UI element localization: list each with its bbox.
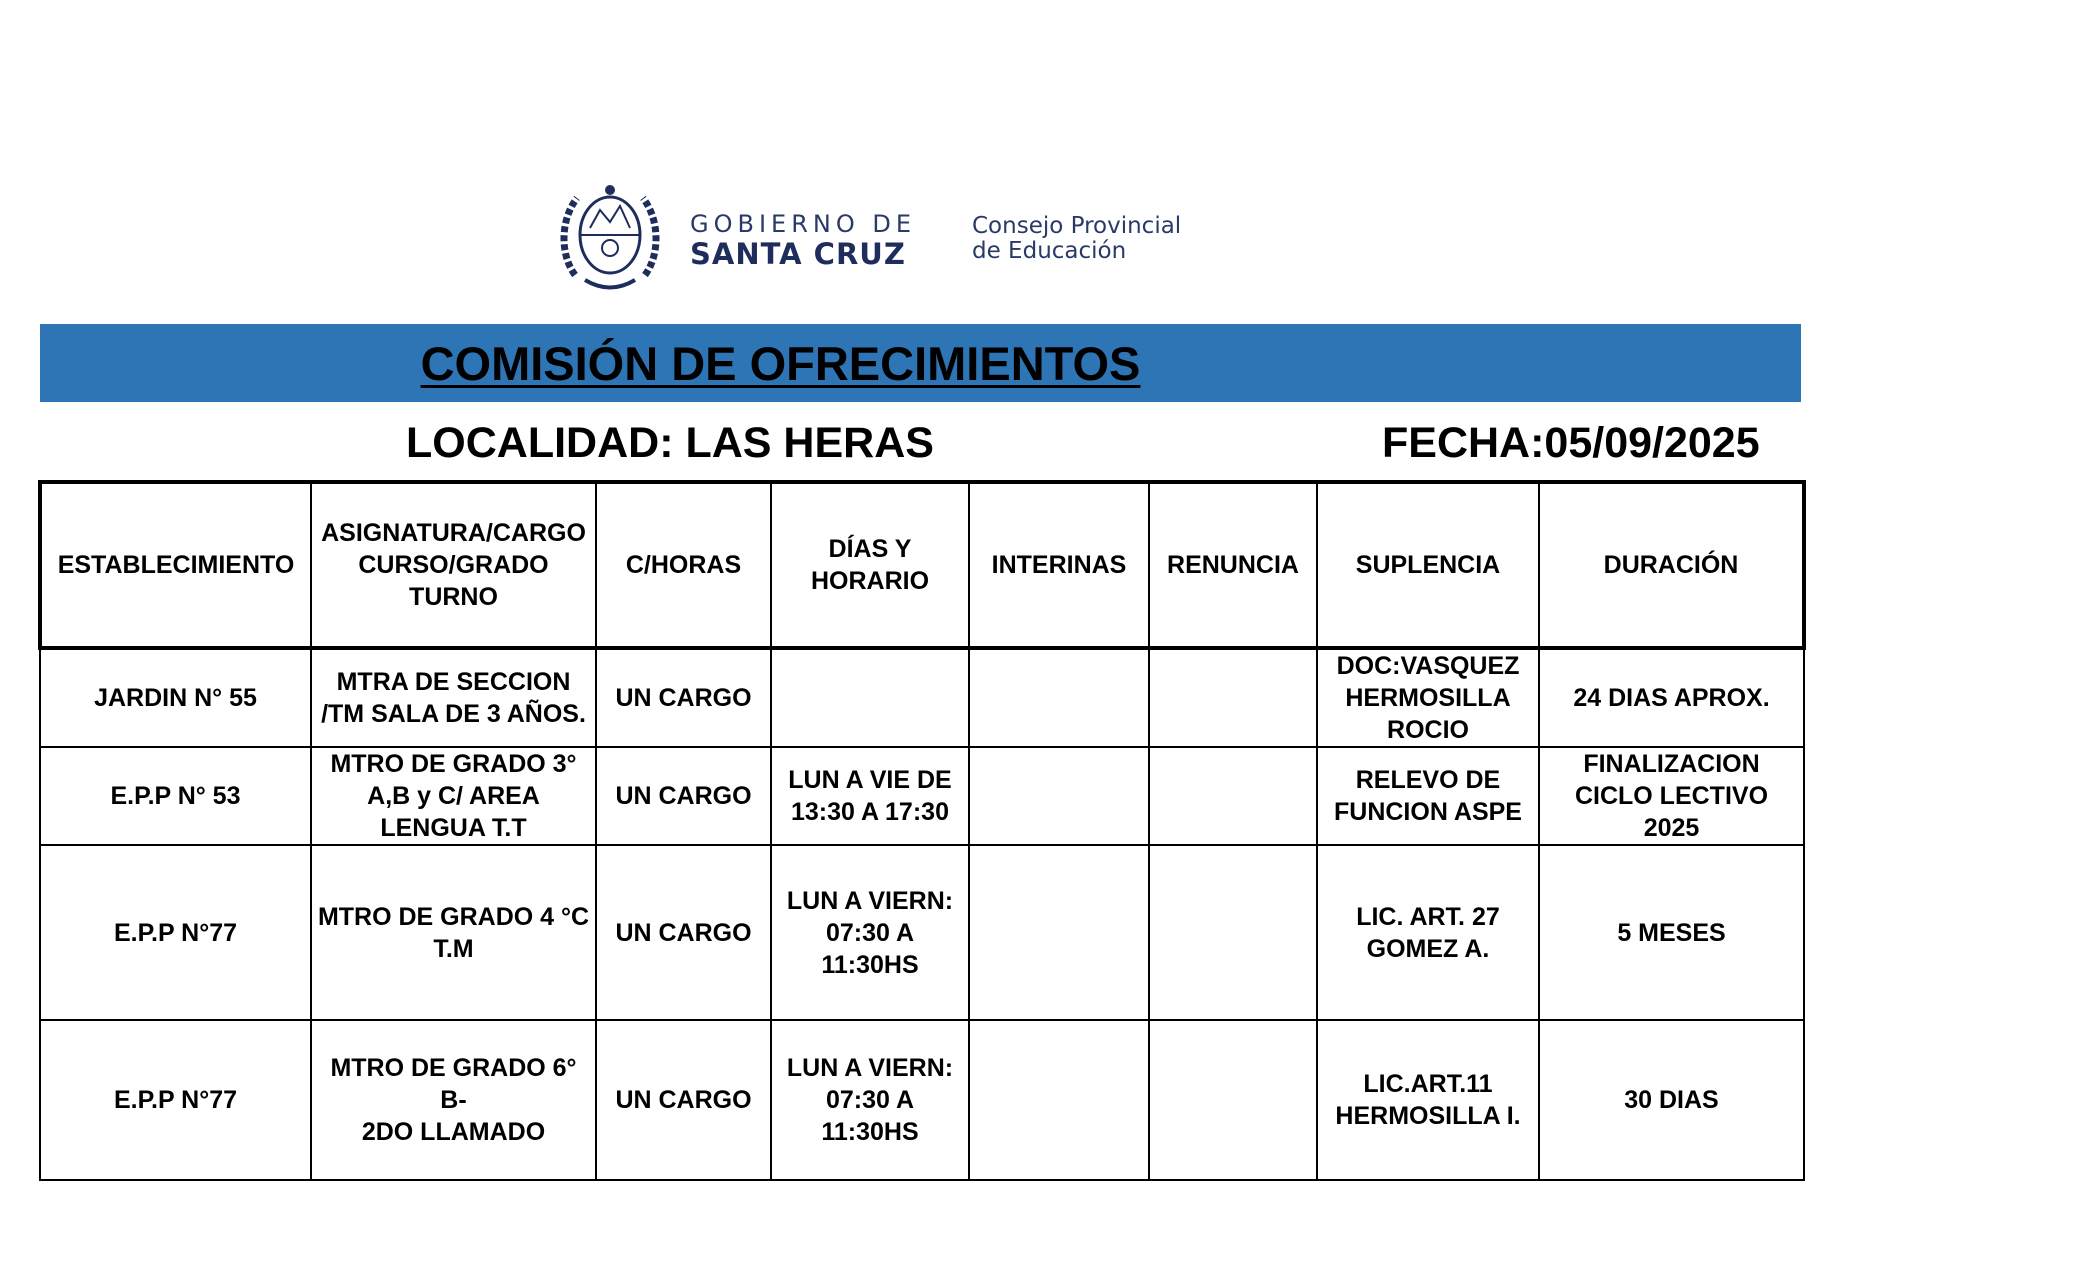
- council-line-2: de Educación: [972, 238, 1127, 264]
- col-interinas: INTERINAS: [969, 482, 1149, 648]
- cell-establecimiento: JARDIN N° 55: [40, 648, 311, 747]
- title-banner: [40, 324, 1801, 402]
- cell-horas: UN CARGO: [596, 1020, 771, 1180]
- cell-duracion: FINALIZACION CICLO LECTIVO 2025: [1539, 747, 1804, 845]
- cell-interinas: [969, 648, 1149, 747]
- cell-dias-horario: LUN A VIERN: 07:30 A 11:30HS: [771, 845, 969, 1020]
- cell-interinas: [969, 747, 1149, 845]
- cell-renuncia: [1149, 648, 1317, 747]
- cell-interinas: [969, 845, 1149, 1020]
- fecha-label: FECHA:05/09/2025: [1382, 419, 1760, 467]
- cell-interinas: [969, 1020, 1149, 1180]
- cell-asignatura: MTRA DE SECCION /TM SALA DE 3 AÑOS.: [311, 648, 596, 747]
- cell-asignatura: MTRO DE GRADO 3° A,B y C/ AREA LENGUA T.T: [311, 747, 596, 845]
- cell-dias-horario: LUN A VIERN: 07:30 A 11:30HS: [771, 1020, 969, 1180]
- cell-renuncia: [1149, 747, 1317, 845]
- cell-asignatura: MTRO DE GRADO 6° B- 2DO LLAMADO: [311, 1020, 596, 1180]
- gov-line-1: GOBIERNO DE: [690, 210, 916, 238]
- header-logo: [555, 180, 1215, 300]
- cell-horas: UN CARGO: [596, 845, 771, 1020]
- offers-table: [38, 480, 1806, 1181]
- cell-dias-horario: LUN A VIE DE 13:30 A 17:30: [771, 747, 969, 845]
- cell-duracion: 30 DIAS: [1539, 1020, 1804, 1180]
- col-renuncia: RENUNCIA: [1149, 482, 1317, 648]
- cell-renuncia: [1149, 845, 1317, 1020]
- cell-dias-horario: [771, 648, 969, 747]
- cell-establecimiento: E.P.P N°77: [40, 845, 311, 1020]
- cell-suplencia: LIC.ART.11 HERMOSILLA I.: [1317, 1020, 1539, 1180]
- col-asignatura: ASIGNATURA/CARGO CURSO/GRADO TURNO: [311, 482, 596, 648]
- cell-renuncia: [1149, 1020, 1317, 1180]
- gov-line-2: SANTA CRUZ: [690, 237, 906, 271]
- table-row: [40, 845, 1804, 1020]
- cell-suplencia: RELEVO DE FUNCION ASPE: [1317, 747, 1539, 845]
- cell-asignatura: MTRO DE GRADO 4 °C T.M: [311, 845, 596, 1020]
- council-line-1: Consejo Provincial: [972, 213, 1182, 239]
- col-establecimiento: ESTABLECIMIENTO: [40, 482, 311, 648]
- cell-duracion: 5 MESES: [1539, 845, 1804, 1020]
- cell-establecimiento: E.P.P N° 53: [40, 747, 311, 845]
- cell-establecimiento: E.P.P N°77: [40, 1020, 311, 1180]
- col-suplencia: SUPLENCIA: [1317, 482, 1539, 648]
- table-header-row: [40, 482, 1804, 648]
- cell-duracion: 24 DIAS APROX.: [1539, 648, 1804, 747]
- cell-horas: UN CARGO: [596, 648, 771, 747]
- col-dias-horario: DÍAS Y HORARIO: [771, 482, 969, 648]
- table-row: [40, 648, 1804, 747]
- cell-suplencia: DOC:VASQUEZ HERMOSILLA ROCIO: [1317, 648, 1539, 747]
- localidad-label: LOCALIDAD: LAS HERAS: [406, 419, 934, 467]
- cell-suplencia: LIC. ART. 27 GOMEZ A.: [1317, 845, 1539, 1020]
- col-horas: C/HORAS: [596, 482, 771, 648]
- page-title: COMISIÓN DE OFRECIMIENTOS: [420, 336, 1141, 390]
- cell-horas: UN CARGO: [596, 747, 771, 845]
- provincial-seal-icon: [555, 180, 665, 300]
- table-row: [40, 1020, 1804, 1180]
- col-duracion: DURACIÓN: [1539, 482, 1804, 648]
- table-row: [40, 747, 1804, 845]
